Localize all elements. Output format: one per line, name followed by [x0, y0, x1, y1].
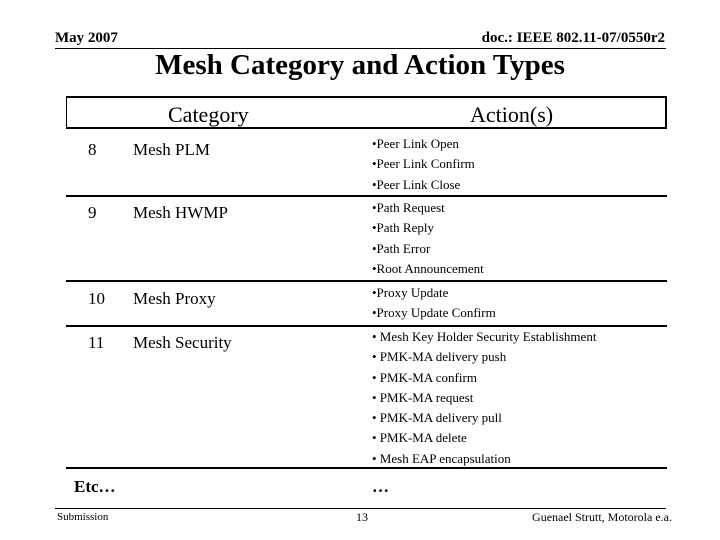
action-item: •Proxy Update Confirm	[372, 305, 496, 321]
action-item: •Proxy Update	[372, 285, 449, 300]
footer-author: Guenael Strutt, Motorola e.a.	[532, 510, 672, 524]
footer-submission: Submission	[57, 511, 109, 523]
action-list	[372, 198, 484, 279]
category-name: Mesh HWMP	[133, 203, 228, 222]
etc-label: Etc…	[74, 477, 116, 496]
row-divider	[66, 280, 667, 282]
header-doc-id: doc.: IEEE 802.11-07/0550r2	[481, 30, 665, 46]
footer-rule	[55, 508, 666, 509]
action-item: • PMK-MA delivery pull	[372, 410, 502, 426]
column-header-category: Category	[168, 102, 249, 127]
category-name: Mesh Security	[133, 333, 232, 352]
action-item: •Peer Link Close	[372, 176, 461, 192]
action-item: • Mesh Key Holder Security Establishment	[372, 329, 597, 344]
header-date: May 2007	[55, 30, 118, 46]
action-list	[372, 327, 596, 469]
table-right-border	[665, 96, 667, 127]
action-item: • PMK-MA delivery push	[372, 349, 507, 365]
table-top-border	[66, 96, 667, 98]
table-left-border	[66, 96, 67, 127]
action-item: •Peer Link Confirm	[372, 156, 475, 172]
action-item: • Mesh EAP encapsulation	[372, 450, 511, 466]
column-header-actions: Action(s)	[470, 102, 554, 127]
action-list	[372, 134, 475, 195]
footer-page-number: 13	[356, 510, 368, 524]
action-item: •Peer Link Open	[372, 136, 459, 151]
action-item: •Root Announcement	[372, 260, 484, 276]
action-item: •Path Request	[372, 200, 445, 215]
category-number: 9	[88, 203, 97, 222]
page-title: Mesh Category and Action Types	[155, 49, 565, 81]
category-number: 8	[88, 140, 97, 159]
category-number: 11	[88, 333, 105, 352]
row-divider	[66, 195, 667, 197]
action-list	[372, 283, 496, 324]
action-item: • PMK-MA request	[372, 389, 474, 405]
action-item: •Path Reply	[372, 220, 434, 236]
action-item: • PMK-MA confirm	[372, 369, 477, 385]
header-row-divider	[66, 127, 667, 129]
action-item: • PMK-MA delete	[372, 430, 467, 446]
category-name: Mesh PLM	[133, 140, 210, 159]
category-number: 10	[88, 289, 105, 308]
category-name: Mesh Proxy	[133, 289, 216, 308]
action-item: •Path Error	[372, 240, 431, 256]
etc-actions: …	[372, 477, 389, 496]
